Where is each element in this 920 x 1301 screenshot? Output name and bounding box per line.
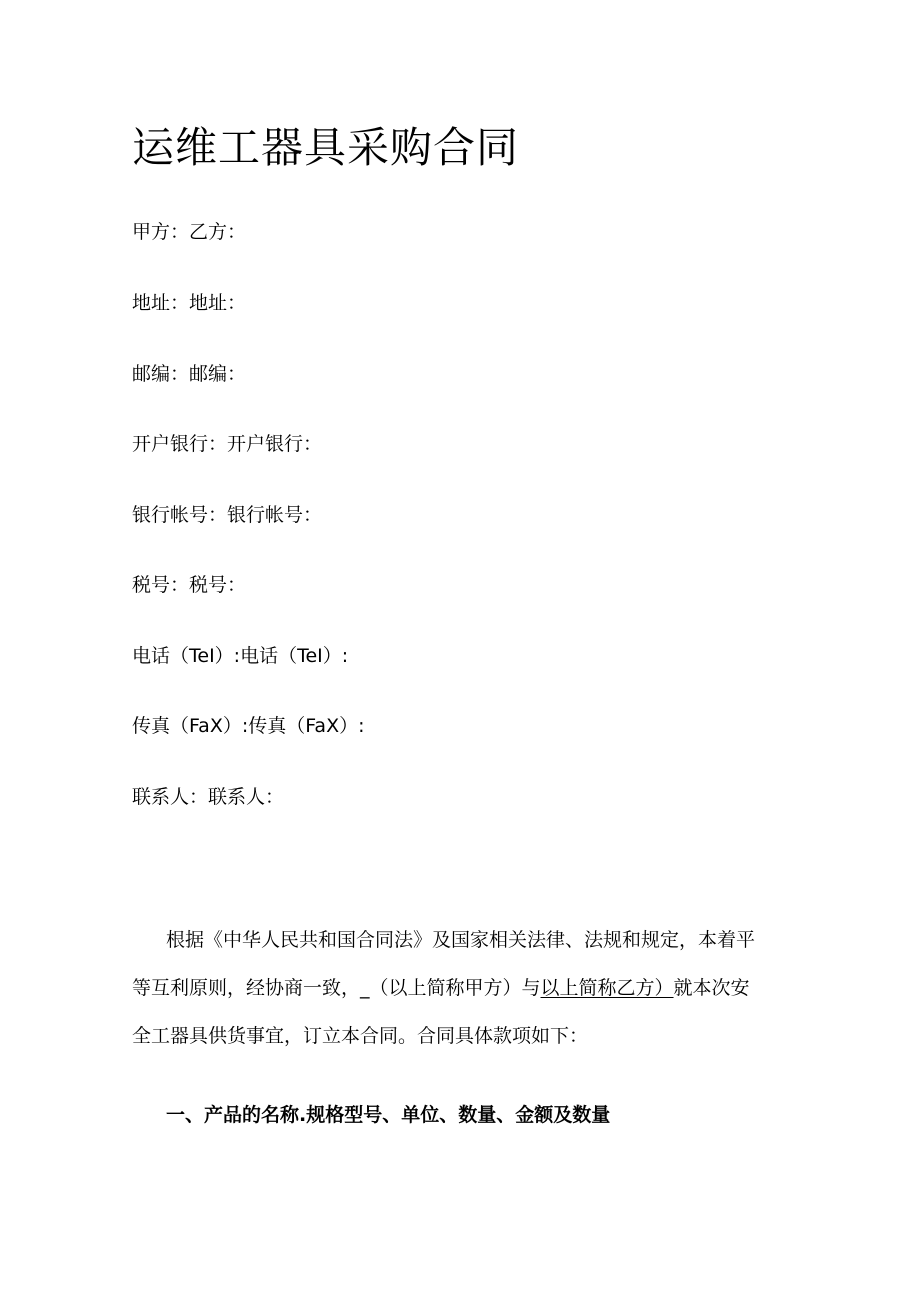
party-b-underlined-blank: 以上简称乙方） [540, 977, 674, 999]
postcode-line: 邮编：邮编： [132, 363, 247, 385]
preamble-paragraph [132, 916, 800, 1060]
preamble-line-2 [132, 964, 800, 1012]
tax-number-line: 税号：税号： [132, 574, 247, 596]
preamble-line-1 [132, 916, 800, 964]
bank-line: 开户银行：开户银行： [132, 433, 323, 455]
page-title: 运维工器具采购合同 [132, 123, 520, 172]
section-heading-1: 一、产品的名称.规格型号、单位、数量、金额及数量 [166, 1104, 611, 1126]
fax-line: 传真（FaX）:传真（FaX）: [132, 715, 365, 737]
bank-account-line: 银行帐号：银行帐号： [132, 504, 323, 526]
preamble-line-3-text: 全工器具供货事宜，订立本合同。合同具体款项如下： [132, 1025, 589, 1047]
preamble-line-2-end: 就本次安 [673, 977, 750, 999]
contact-person-line: 联系人：联系人： [132, 786, 285, 808]
preamble-line-1-text: 根据《中华人民共和国合同法》及国家相关法律、法规和规定，本着平 [166, 929, 756, 951]
telephone-line: 电话（TeI）:电话（TeI）: [132, 645, 349, 667]
preamble-line-2-start: 等互利原则，经协商一致，_（以上简称甲方）与 [132, 977, 541, 999]
party-names-line: 甲方：乙方： [132, 221, 247, 243]
address-line: 地址：地址： [132, 292, 247, 314]
preamble-line-3 [132, 1012, 800, 1060]
